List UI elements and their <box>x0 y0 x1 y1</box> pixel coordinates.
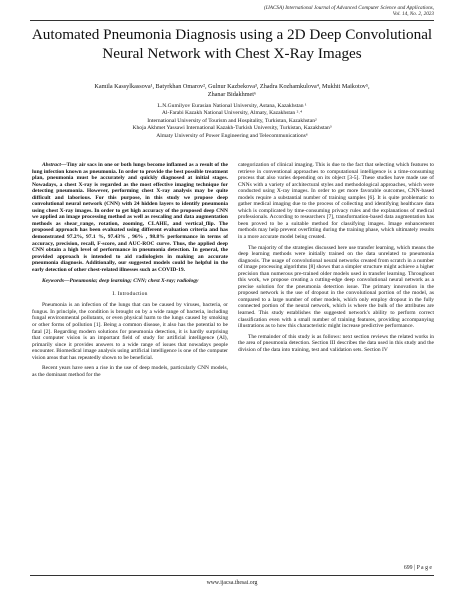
keywords: Keywords—Pneumonia; deep learning; CNN; chest X-ray; radiology <box>42 278 199 285</box>
header-rule <box>30 20 434 21</box>
footer-rule <box>30 575 434 576</box>
abstract-body: —Tiny air sacs in one or both lungs become inflamed as a result of the lung infection known as pneumonia. In order to provide the best possible treatment plan, pneumonia must be accurately and quickly diagnosed at initial stages. Nowadays, a chest X-ray is regarded as the most effective imaging technique for detecting pneumonia. However, performing chest X-ray analysis may be quite difficult and laborious. For this purpose, in this study we propose deep convolutional neural network (CNN) with 24 hidden layers to identify pneumonia using chest X-ray images. In order to get high accuracy of the proposed deep CNN we applied an image processing method as well as rescaling and data augmentation methods as shear_range, rotation, zooming, CLAHE, and vertical_flip. The proposed approach has been evaluated using different evaluation criteria and has demonstrated 97.2%, 97.1 %, 97.43% , 96% , 98.8% performance in terms of accuracy, precision, recall, F-score, and AUC-ROC curve. Thus, the applied deep CNN obtain a high level of performance in pneumonia detection. In general, the provided approach is intended to aid radiologists in making an accurate pneumonia diagnosis. Additionally, our suggested models could be helpful in the early detection of other chest-related illnesses such as COVID-19. <box>32 162 228 273</box>
affiliation-1: L.N.Gumilyov Eurasian National University, Astana, Kazakhstan ¹ <box>157 103 307 109</box>
body-paragraph: The remainder of this study is as follows: next section reviews the related works in the area of pneumonia detection. Section III describes the data used in this study and the division of the data into training, test and validation sets. Section IV <box>238 333 434 353</box>
section-heading-introduction: I. Introduction <box>112 290 148 297</box>
abstract <box>32 162 228 273</box>
affiliation-4: Khoja Akhmet Yassawi International Kazakh-Turkish University, Turkistan, Kazakhstan³ <box>132 125 332 132</box>
body-paragraph: Recent years have seen a rise in the use of deep models, particularly CNN models, as the dominant method for the <box>32 365 228 378</box>
authors-line-1: Kamila Kassylkassova¹, Batyrkhan Omarov², Gulnur Kazbekova³, Zhadra Kozhamkulova⁴, Mukhit Maikotov⁵, <box>94 83 370 90</box>
journal-volume: Vol. 14, No. 2, 2023 <box>392 11 434 17</box>
affiliation-5: Almaty University of Power Engineering and Telecommunications⁶ <box>156 132 308 139</box>
body-paragraph: Pneumonia is an infection of the lungs that can be caused by viruses, bacteria, or fungus. In principle, the condition is brought on by a wide range of bacteria, including fungal environmental pollutants, or even physical harm to the lungs caused by smoking or other forms of pollution [1]. Being a common disease, it also has the potential to be fatal [2]. Regarding modern solutions for pneumonia detection, it is hardly surprising that computer vision is an important field of study for artificial intelligence (AI), primarily since it provides answers to a wide range of issues that nowadays people encounter. Biomedical image analysis using artificial intelligence is one of the computer vision areas that has repeatedly shown to be beneficial. <box>32 302 228 361</box>
body-paragraph: categorization of clinical imaging. This is due to the fact that selecting which features to retrieve in conventional approaches to computational intelligence is a time-consuming process that also varies depending on its object [3-5]. These studies have made use of CNNs with a variety of architectural styles and methodological approaches, which were conducted using X-ray images. In order to get more favorable outcomes, CNN-based models require a substantial number of training samples [6]. It is quite problematic to gather medical imaging due to the process of collecting and identifying healthcare data which is complicated by time-consuming privacy rules and the explanations of medical professionals. According to researchers [7], transformation-based data augmentation has been proved to be a suitable method for classifying images. Image enhancement methods may help prevent overfitting during the training phase, which ultimately results in a more accurate model being created. <box>238 162 434 241</box>
left-column <box>32 162 228 380</box>
journal-header <box>154 5 434 17</box>
author-list <box>40 83 424 99</box>
page-number: 699 | P a g e <box>403 565 432 571</box>
body-paragraph: The majority of the strategies discussed here use transfer learning, which means the deep learning methods were initially trained on the data unrelated to pneumonia diagnosis. The usage of convolutional neural networks created from scratch in a number of image processing algorithms [8] shows that a simpler structure might achieve a higher precision than numerous pre-trained older models used in transfer learning. Throughout this work, we propose creating a cutting-edge deep convolutional neural network as a precise solution for the pneumonia detection issue. The primary innovation in the proposed network is the use of dropout in the convolutional portion of the model, as compared to a large number of other models, which only employ dropout in the fully connected portion of the neural network, which is where the bulk of the attributes are learned. This study establishes the suggested network's ability to perform correct classification even with a small number of training features, providing accompanying illustrations as to how this characteristic might increase predictive performance. <box>238 244 434 330</box>
journal-name: (IJACSA) International Journal of Advanced Computer Science and Applications, <box>264 5 434 11</box>
abstract-label: Abstract <box>42 162 61 168</box>
footer-url: www.ijacsa.thesai.org <box>206 580 258 586</box>
affiliation-3: International University of Tourism and Hospitality, Turkistan, Kazakhstan² <box>147 117 317 124</box>
right-column <box>238 162 434 355</box>
authors-line-2: Zhanar Bidakhmet⁶ <box>207 91 257 98</box>
affiliation-2: Al-Farabi Kazakh National University, Almaty, Kazakhstan ²˒⁴ <box>161 110 303 117</box>
affiliation-list <box>40 103 424 140</box>
paper-title: Automated Pneumonia Diagnosis using a 2D Deep Convolutional Neural Network with Chest X-Ray Images <box>31 26 433 62</box>
